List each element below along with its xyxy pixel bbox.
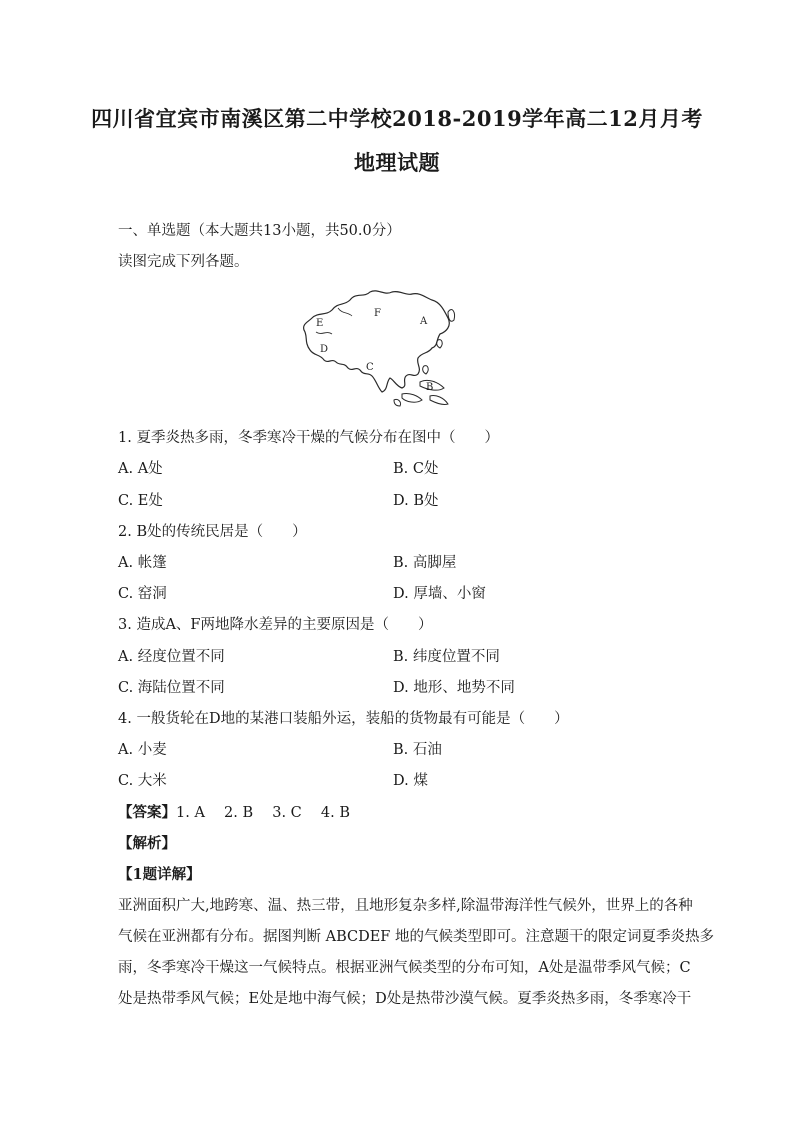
question-2-option-b: B. 高脚屋 [393,555,457,571]
question-4-option-d: D. 煤 [393,773,428,789]
question-3-option-d: D. 地形、地势不同 [393,680,515,696]
analysis-line-2: 气候在亚洲都有分布。据图判断 ABCDEF 地的气候类型即可。注意题干的限定词夏季炎热多 [118,929,714,945]
map-label-d: D [320,344,329,355]
analysis-line-1: 亚洲面积广大,地跨寒、温、热三带，且地形复杂多样,除温带海洋性气候外，世界上的各种 [118,898,693,914]
answer-text: 1. A 2. B 3. C 4. B [176,805,350,821]
map-label-f: F [374,308,381,319]
question-3-option-b: B. 纬度位置不同 [393,649,500,665]
section-intro: 读图完成下列各题。 [118,254,249,270]
question-4-stem: 4. 一般货轮在D地的某港口装船外运，装船的货物最有可能是（ ） [118,711,569,727]
question-2-option-d: D. 厚墙、小窗 [393,586,486,602]
question-1-option-d: D. B处 [393,493,439,509]
question-4-option-a: A. 小麦 [118,742,167,758]
asia-map-figure [298,282,462,412]
answer-label: 【答案】 [118,804,176,821]
question-1-option-a: A. A处 [118,461,163,477]
question-3-option-a: A. 经度位置不同 [118,649,225,665]
map-label-e: E [316,318,324,329]
question-3-stem: 3. 造成A、F两地降水差异的主要原因是（ ） [118,617,433,633]
answer-row [118,801,350,822]
asia-map-outline [298,282,462,412]
section-heading: 一、单选题（本大题共13小题，共50.0分） [118,223,401,239]
question-4-option-b: B. 石油 [393,742,442,758]
analysis-line-4: 处是热带季风气候；E处是地中海气候；D处是热带沙漠气候。夏季炎热多雨，冬季寒冷干 [118,991,692,1007]
question-4-option-c: C. 大米 [118,773,167,789]
question-1-option-c: C. E处 [118,493,163,509]
question-1-stem: 1. 夏季炎热多雨，冬季寒冷干燥的气候分布在图中（ ） [118,430,499,446]
analysis-subheading: 【1题详解】 [118,866,201,883]
analysis-line-3: 雨，冬季寒冷干燥这一气候特点。根据亚洲气候类型的分布可知，A处是温带季风气候；C [118,960,691,976]
question-3-option-c: C. 海陆位置不同 [118,680,225,696]
analysis-heading: 【解析】 [118,835,176,852]
map-label-a: A [420,316,428,327]
document-subtitle: 地理试题 [354,150,440,175]
question-2-option-a: A. 帐篷 [118,555,167,571]
map-label-c: C [366,362,374,373]
question-2-stem: 2. B处的传统民居是（ ） [118,524,307,540]
document-title: 四川省宜宾市南溪区第二中学校2018-2019学年高二12月月考 [91,106,703,131]
map-label-b: B [426,382,434,393]
question-1-option-b: B. C处 [393,461,439,477]
question-2-option-c: C. 窑洞 [118,586,167,602]
